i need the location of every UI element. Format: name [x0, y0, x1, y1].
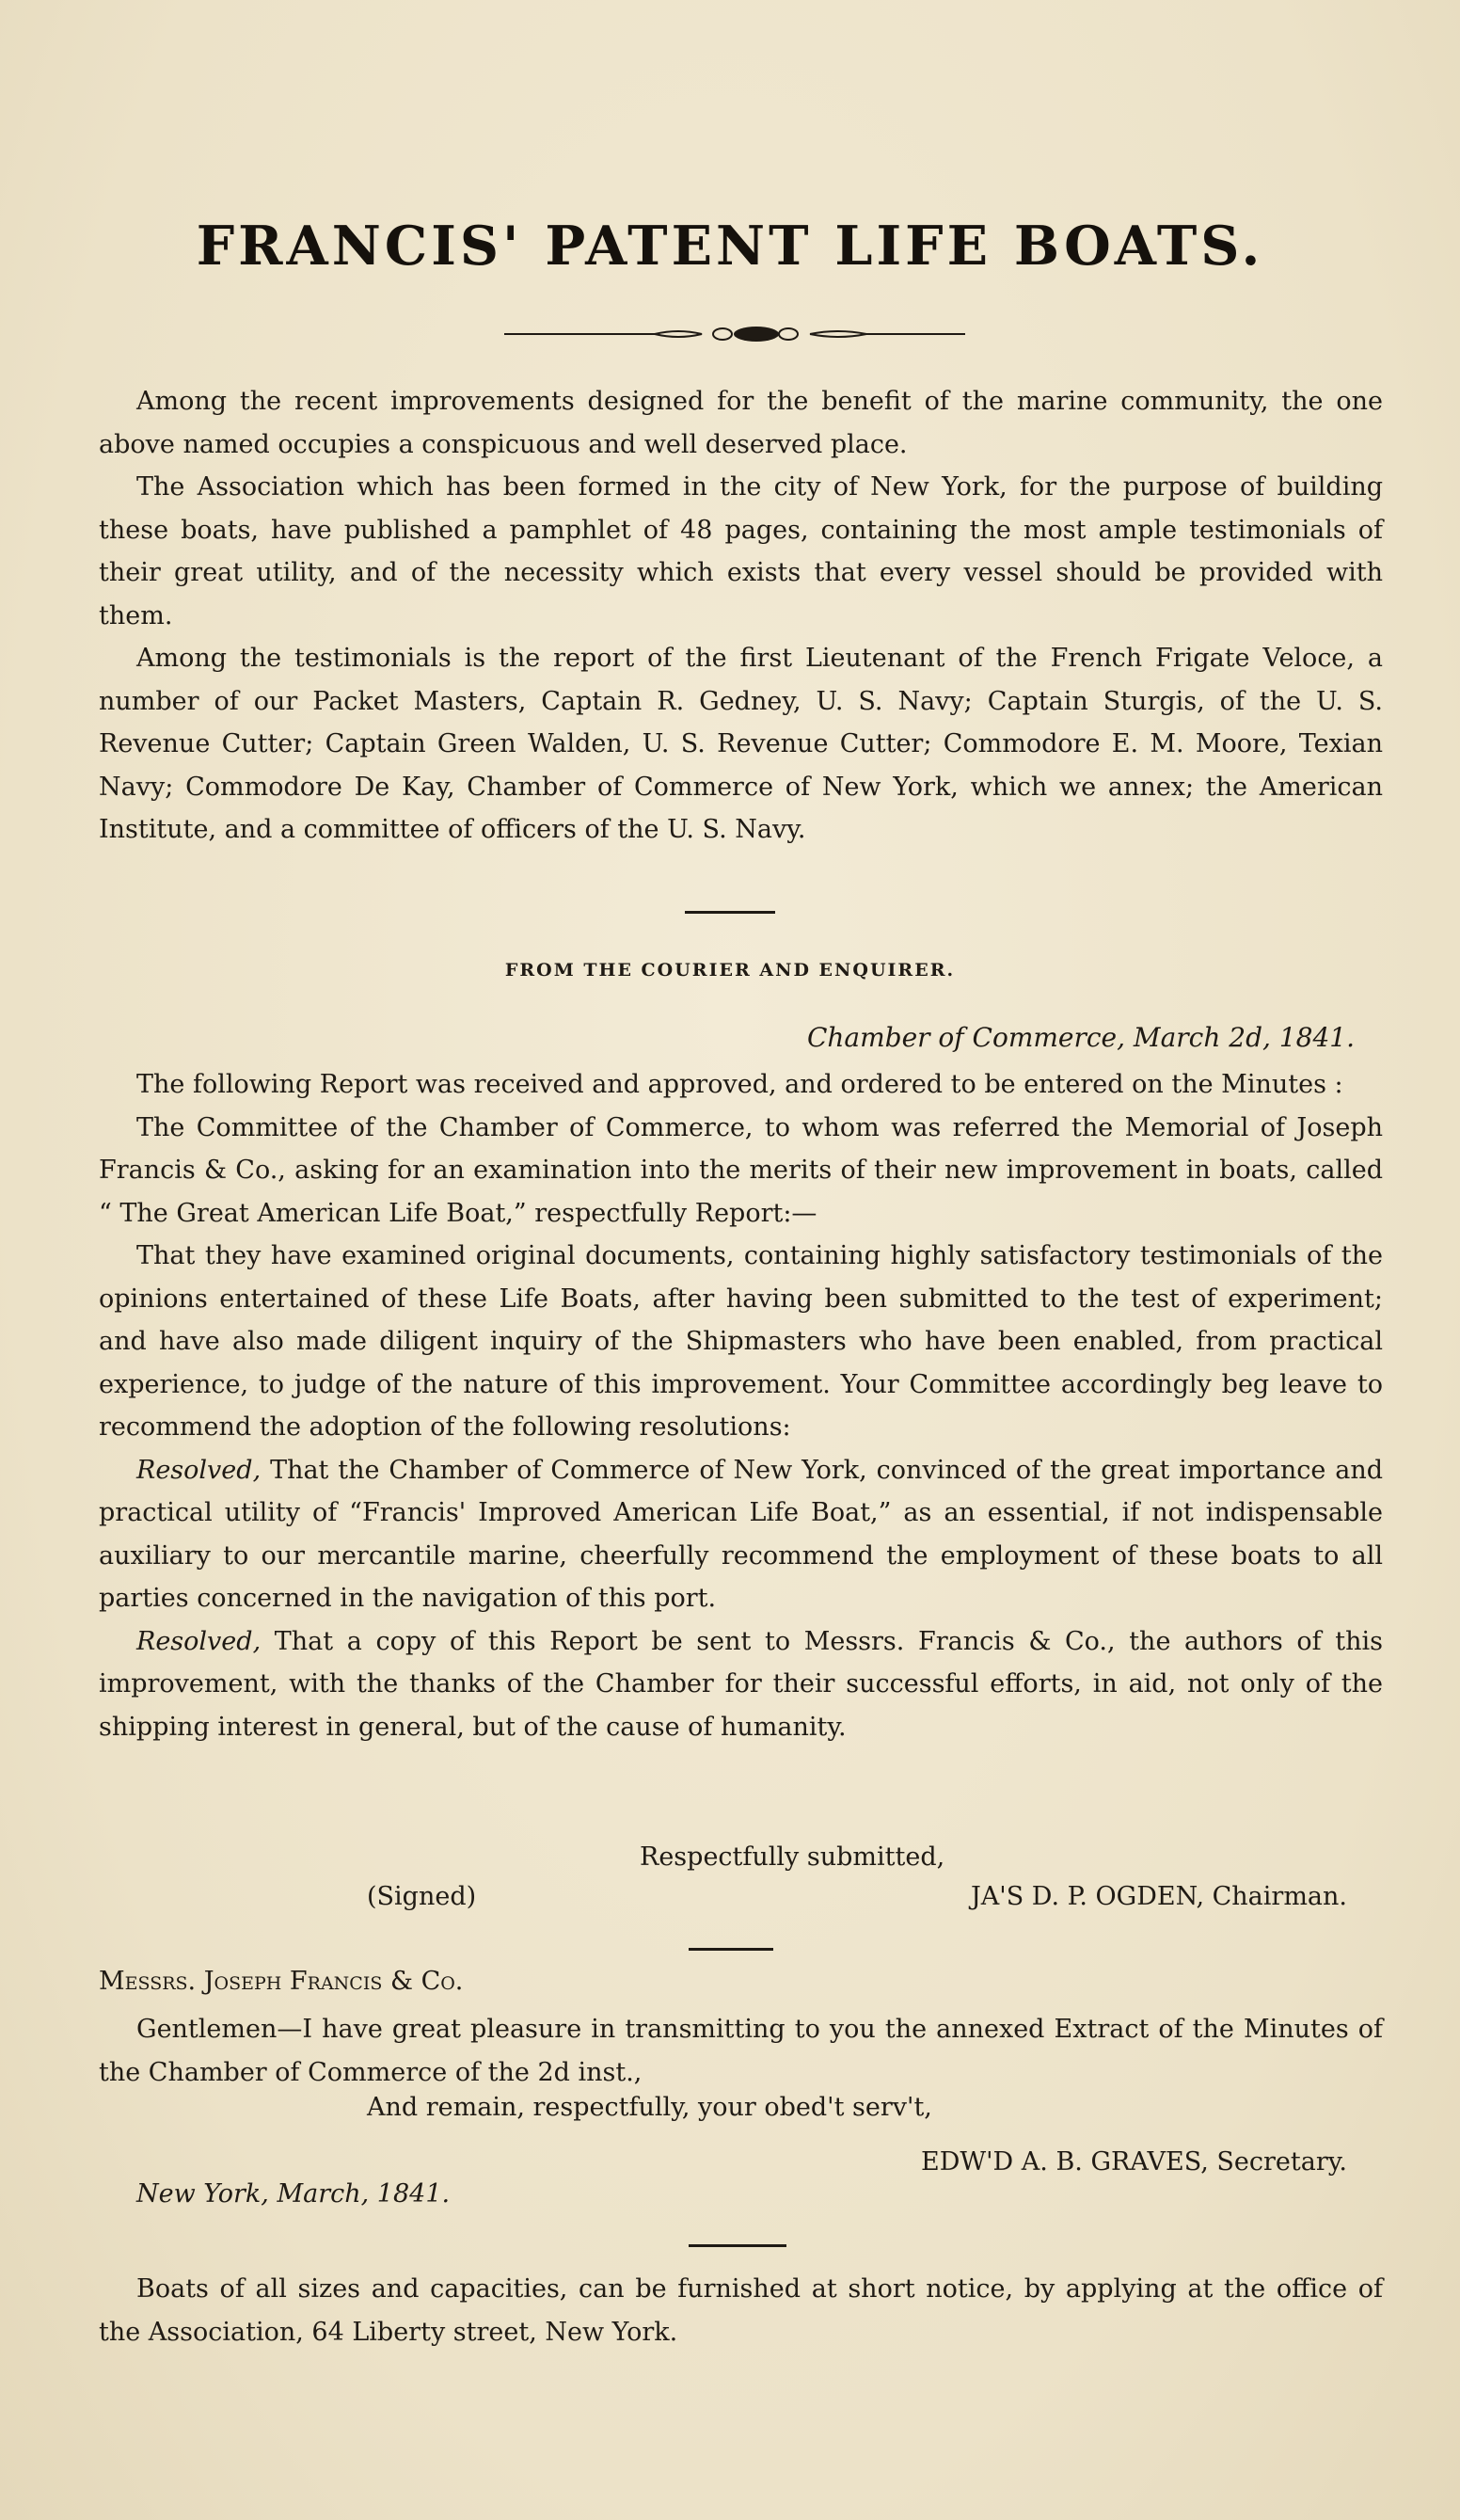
letter-body [99, 2008, 1383, 2094]
resolution-paragraph: Resolved, That a copy of this Report be sent to Messrs. Francis & Co., the authors of this improvement, with the thanks of the Chamber for their successful efforts, in aid, not only of the shipping interest in general, but of the cause of humanity. [99, 1626, 1383, 1742]
ornamental-divider-icon [504, 320, 965, 348]
intro-paragraph: The Association which has been formed in the city of New York, for the purpose of building these boats, have published a pamphlet of 48 pages, containing the most ample testimonials of their great utility, and of the necessity which exists that every vessel should be provided with them. [99, 472, 1383, 630]
intro-paragraph: Among the testimonials is the report of the first Lieutenant of the French Frigate Veloce, a number of our Packet Masters, Captain R. Gedney, U. S. Navy; Captain Sturgis, of the U. S. Revenue Cutter; Captain Green Walden, U. S. Revenue Cutter; Commodore E. M. Moore, Texian Navy; Commodore De Kay, Chamber of Commerce of New York, which we annex; the American Institute, and a committee of officers of the U. S. Navy. [99, 644, 1383, 844]
resolution-paragraph: Resolved, That the Chamber of Commerce of New York, convinced of the great importance and practical utility of “Francis' Improved American Life Boat,” as an essential, if not indispensable auxiliary to our mercantile marine, cheerfully recommend the employment of these boats to all parties concerned in the navigation of this port. [99, 1455, 1383, 1613]
report-paragraph: That they have examined original documents, containing highly satisfactory testimonials of the opinions entertained of these Life Boats, after having been submitted to the test of experiment; and have also made diligent inquiry of the Shipmasters who have been enabled, from practical experience, to judge of the nature of this improvement. Your Committee accordingly beg leave to recommend the adoption of the following resolutions: [99, 1241, 1383, 1442]
dateline: Chamber of Commerce, March 2d, 1841. [806, 1022, 1355, 1053]
signed-label: (Signed) [367, 1882, 477, 1911]
chairman-signature: JA'S D. P. OGDEN, Chairman. [970, 1882, 1347, 1911]
section-rule [689, 1948, 773, 1951]
page-title: FRANCIS' PATENT LIFE BOATS. [196, 215, 1264, 278]
secretary-signature: EDW'D A. B. GRAVES, Secretary. [921, 2147, 1347, 2177]
section-rule [689, 2244, 786, 2247]
letter-paragraph: Gentlemen—I have great pleasure in transmitting to you the annexed Extract of the Minutes of the Chamber of Commerce of the 2d inst., [99, 2015, 1383, 2087]
intro-section [99, 380, 1383, 852]
intro-paragraph: Among the recent improvements designed for the benefit of the marine community, the one above named occupies a conspicuous and well deserved place. [99, 387, 1383, 459]
report-paragraph: The Committee of the Chamber of Commerce, to whom was referred the Memorial of Joseph Francis & Co., asking for an examination into the merits of their new improvement in boats, called “ The Great American Life Boat,” respectfully Report:— [99, 1112, 1383, 1228]
report-section [99, 1063, 1383, 1748]
source-heading: FROM THE COURIER AND ENQUIRER. [504, 960, 956, 981]
report-paragraph: The following Report was received and approved, and ordered to be entered on the Minutes : [136, 1070, 1343, 1099]
letter-salutation: Messrs. Joseph Francis & Co. [99, 1967, 464, 1996]
footer-notice [99, 2268, 1383, 2353]
section-rule [685, 911, 775, 914]
letter-place-date: New York, March, 1841. [136, 2179, 451, 2209]
footer-paragraph: Boats of all sizes and capacities, can be furnished at short notice, by applying at the office of the Association, 64 Liberty street, New York. [99, 2274, 1383, 2347]
closing-line: Respectfully submitted, [640, 1842, 945, 1872]
letter-remain: And remain, respectfully, your obed't serv't, [367, 2093, 932, 2122]
